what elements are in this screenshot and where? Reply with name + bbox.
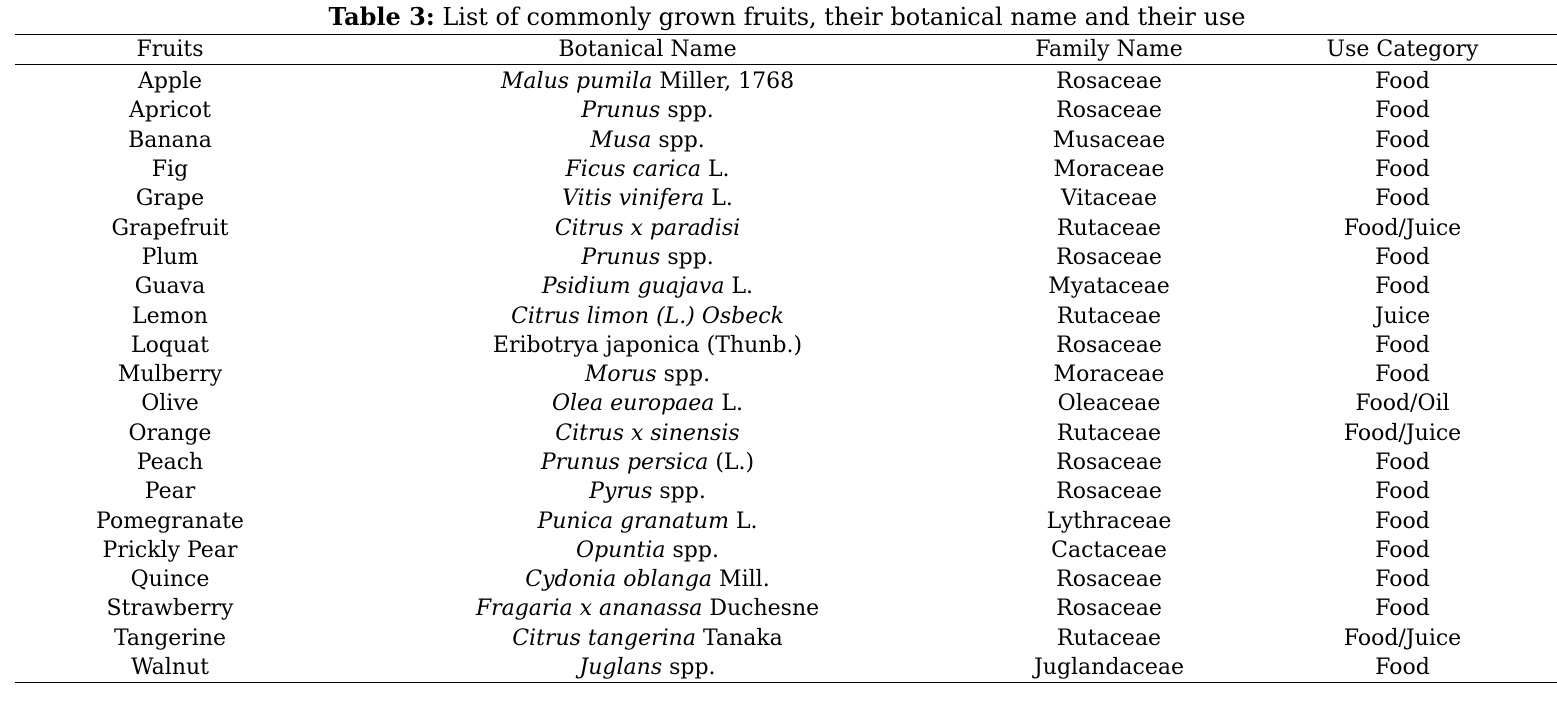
- cell-family-name: Rutaceae: [1056, 420, 1162, 446]
- cell-family-name: Vitaceae: [1061, 186, 1157, 212]
- cell-family-name: Oleaceae: [1057, 391, 1161, 417]
- botanical-italic: Pyrus: [589, 479, 653, 505]
- cell-fruit: Loquat: [130, 332, 210, 358]
- header-use-category: Use Category: [1248, 35, 1557, 65]
- cell-fruit: Walnut: [15, 653, 325, 683]
- cell-use-category: Food: [1375, 127, 1430, 153]
- cell-family-name: Rosaceae: [1056, 69, 1162, 95]
- cell-botanical-name: [325, 624, 970, 653]
- botanical-authority: L.: [714, 391, 744, 417]
- cell-botanical-name: [325, 536, 970, 565]
- cell-family-name: Moraceae: [1053, 157, 1165, 183]
- cell-fruit: Lemon: [132, 303, 208, 329]
- botanical-authority: spp.: [662, 655, 716, 681]
- botanical-authority: spp.: [656, 362, 711, 388]
- cell-use-category: Juice: [1374, 303, 1431, 329]
- cell-family-name: Cactaceae: [1051, 537, 1167, 563]
- botanical-italic: Ficus carica: [565, 157, 701, 183]
- botanical-italic: Prunus: [581, 98, 661, 124]
- cell-use-category: Food: [1375, 596, 1430, 622]
- botanical-italic: Citrus x sinensis: [555, 420, 740, 446]
- botanical-authority: spp.: [665, 537, 719, 563]
- cell-fruit: Plum: [141, 244, 199, 270]
- cell-use-category: Food/Juice: [1343, 420, 1462, 446]
- cell-fruit: Strawberry: [106, 596, 234, 622]
- botanical-italic: Morus: [584, 362, 657, 388]
- cell-fruit: Pomegranate: [96, 508, 244, 534]
- table-row: [15, 243, 1557, 272]
- cell-family-name: Musaceae: [1052, 127, 1166, 153]
- cell-fruit: Grapefruit: [111, 215, 229, 241]
- cell-use-category: Food: [1375, 567, 1430, 593]
- cell-botanical-name: [325, 213, 970, 242]
- botanical-authority: Miller, 1768: [652, 69, 795, 95]
- cell-family-name: Myataceae: [1048, 274, 1170, 300]
- cell-family-name: Rutaceae: [1056, 625, 1162, 651]
- botanical-italic: Citrus tangerina: [512, 625, 696, 651]
- botanical-italic: Punica granatum: [537, 508, 729, 534]
- botanical-italic: Citrus limon (L.) Osbeck: [511, 303, 784, 329]
- cell-fruit: Orange: [128, 420, 212, 446]
- botanical-authority: L.: [704, 186, 733, 212]
- cell-fruit: Apricot: [129, 98, 211, 124]
- table-row: [15, 331, 1557, 360]
- table-row: [15, 448, 1557, 477]
- cell-family-name: Rutaceae: [1056, 303, 1162, 329]
- cell-use-category: Food: [1375, 362, 1430, 388]
- table-body: [15, 65, 1557, 683]
- table-row: [15, 536, 1557, 565]
- cell-family-name: Rosaceae: [1056, 332, 1162, 358]
- botanical-authority: Tanaka: [695, 625, 783, 651]
- cell-family-name: Rutaceae: [1056, 215, 1162, 241]
- cell-botanical-name: [325, 565, 970, 594]
- cell-family-name: Rosaceae: [1056, 98, 1162, 124]
- cell-botanical-name: [325, 477, 970, 506]
- botanical-italic: Malus pumila: [500, 69, 653, 95]
- cell-use-category: Food: [1375, 186, 1430, 212]
- cell-family-name: Rosaceae: [1056, 450, 1162, 475]
- table-header: [15, 35, 1557, 65]
- cell-use-category: Food: [1375, 508, 1430, 534]
- cell-fruit: Banana: [128, 127, 212, 153]
- table-row: [15, 419, 1557, 448]
- botanical-authority: spp.: [651, 127, 705, 153]
- botanical-authority: L.: [700, 157, 730, 183]
- botanical-italic: Musa: [590, 127, 652, 153]
- table-row: [15, 155, 1557, 184]
- cell-use-category: Food: [1375, 69, 1430, 95]
- cell-botanical-name: [325, 506, 970, 535]
- cell-fruit: Quince: [130, 567, 210, 593]
- cell-botanical-name: [325, 126, 970, 155]
- cell-fruit: Apple: [137, 69, 203, 95]
- table-row: [15, 506, 1557, 535]
- cell-botanical-name: [325, 331, 970, 360]
- cell-family-name: Lythraceae: [1046, 508, 1172, 534]
- botanical-authority: L.: [724, 274, 754, 300]
- fruits-table: [15, 34, 1557, 683]
- cell-family-name: Moraceae: [1053, 362, 1165, 388]
- table-row: [15, 653, 1557, 683]
- cell-fruit: Tangerine: [113, 625, 227, 651]
- cell-fruit: Peach: [136, 450, 204, 475]
- header-row: [15, 35, 1557, 65]
- botanical-authority: spp.: [652, 479, 706, 505]
- cell-use-category: Food: [1375, 332, 1430, 358]
- botanical-italic: Citrus x paradisi: [554, 215, 741, 241]
- table-row: [15, 477, 1557, 506]
- caption-text: List of commonly grown fruits, their botanical name and their use: [434, 3, 1246, 31]
- cell-use-category: Food: [1248, 653, 1557, 683]
- botanical-italic: Cydonia oblanga: [525, 567, 713, 593]
- table-row: [15, 389, 1557, 418]
- botanical-italic: Juglans: [579, 655, 663, 681]
- cell-botanical-name: [325, 594, 970, 623]
- table-row: [15, 301, 1557, 330]
- cell-use-category: Food: [1375, 479, 1430, 505]
- table-row: [15, 360, 1557, 389]
- table-row: [15, 65, 1557, 97]
- table-container: [15, 34, 1557, 683]
- cell-family-name: Rosaceae: [1056, 596, 1162, 622]
- botanical-italic: Olea europaea: [551, 391, 715, 417]
- cell-use-category: Food: [1375, 98, 1430, 124]
- cell-fruit: Fig: [151, 157, 189, 183]
- cell-botanical-name: [325, 448, 970, 477]
- table-row: [15, 272, 1557, 301]
- cell-use-category: Food: [1375, 274, 1430, 300]
- table-row: [15, 126, 1557, 155]
- table-row: [15, 565, 1557, 594]
- cell-fruit: Prickly Pear: [102, 537, 238, 563]
- cell-use-category: Food: [1375, 157, 1430, 183]
- caption-label: Table 3:: [328, 2, 435, 31]
- botanical-authority: Duchesne: [702, 596, 820, 622]
- botanical-authority: L.: [728, 508, 758, 534]
- cell-botanical-name: [325, 360, 970, 389]
- botanical-italic: Vitis vinifera: [562, 186, 705, 212]
- botanical-authority: Eribotrya japonica (Thunb.): [492, 332, 803, 358]
- cell-use-category: Food/Juice: [1343, 625, 1462, 651]
- table-row: [15, 594, 1557, 623]
- cell-use-category: Food/Juice: [1343, 215, 1462, 241]
- cell-botanical-name: [325, 65, 970, 97]
- table-row: [15, 213, 1557, 242]
- cell-botanical-name: [325, 184, 970, 213]
- cell-use-category: Food: [1375, 450, 1430, 475]
- botanical-italic: Fragaria x ananassa: [475, 596, 703, 622]
- cell-family-name: Rosaceae: [1056, 244, 1162, 270]
- cell-botanical-name: [325, 272, 970, 301]
- header-fruits: Fruits: [15, 35, 325, 65]
- cell-family-name: Rosaceae: [1056, 479, 1162, 505]
- cell-fruit: Pear: [144, 479, 196, 505]
- cell-fruit: Mulberry: [117, 362, 223, 388]
- cell-family-name: Rosaceae: [1056, 567, 1162, 593]
- header-family-name: Family Name: [970, 35, 1248, 65]
- botanical-italic: Prunus: [581, 244, 661, 270]
- cell-family-name: Juglandaceae: [970, 653, 1248, 683]
- cell-botanical-name: [325, 653, 970, 683]
- botanical-authority: (L.): [708, 450, 755, 475]
- cell-use-category: Food: [1375, 244, 1430, 270]
- table-caption: [0, 3, 1557, 31]
- cell-botanical-name: [325, 389, 970, 418]
- cell-use-category: Food/Oil: [1355, 391, 1450, 417]
- cell-botanical-name: [325, 96, 970, 125]
- cell-botanical-name: [325, 419, 970, 448]
- cell-use-category: Food: [1375, 537, 1430, 563]
- table-row: [15, 96, 1557, 125]
- table-row: [15, 624, 1557, 653]
- cell-botanical-name: [325, 155, 970, 184]
- cell-fruit: Guava: [134, 274, 206, 300]
- table-row: [15, 184, 1557, 213]
- cell-fruit: Olive: [141, 391, 199, 417]
- cell-botanical-name: [325, 243, 970, 272]
- botanical-italic: Psidium guajava: [541, 274, 725, 300]
- cell-botanical-name: [325, 301, 970, 330]
- botanical-italic: Prunus persica: [540, 450, 709, 475]
- botanical-authority: spp.: [660, 244, 714, 270]
- botanical-italic: Opuntia: [576, 537, 666, 563]
- cell-fruit: Grape: [135, 186, 205, 212]
- header-botanical-name: Botanical Name: [325, 35, 970, 65]
- botanical-authority: spp.: [660, 98, 714, 124]
- botanical-authority: Mill.: [712, 567, 770, 593]
